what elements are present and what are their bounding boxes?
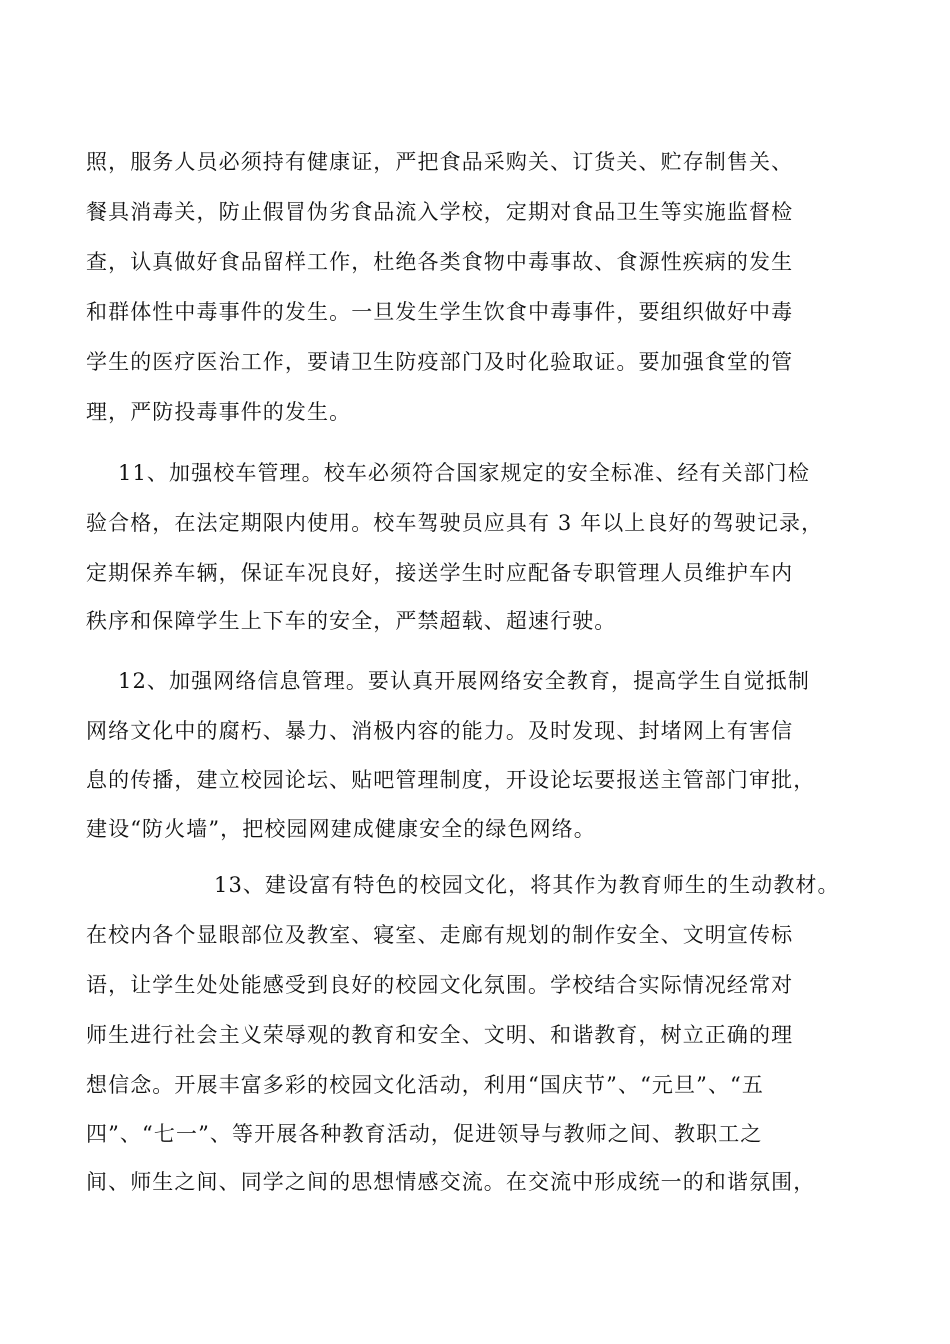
paragraph-continuation-line-6: 理，严防投毒事件的发生。 [86, 400, 352, 424]
paragraph-continuation-line-5: 学生的医疗医治工作，要请卫生防疫部门及时化验取证。要加强食堂的管 [86, 350, 794, 374]
paragraph-continuation-line-3: 查，认真做好食品留样工作，杜绝各类食物中毒事故、食源性疾病的发生 [86, 250, 794, 274]
paragraph-13-line-1: 13、建设富有特色的校园文化，将其作为教育师生的生动教材。 [214, 873, 840, 897]
paragraph-13-line-7: 间、师生之间、同学之间的思想情感交流。在交流中形成统一的和谐氛围， [86, 1170, 816, 1194]
paragraph-12-line-2: 网络文化中的腐朽、暴力、消极内容的能力。及时发现、封堵网上有害信 [86, 719, 794, 743]
paragraph-13-line-5: 想信念。开展丰富多彩的校园文化活动，利用“国庆节”、“元旦”、“五 [86, 1073, 764, 1097]
paragraph-continuation-line-2: 餐具消毒关，防止假冒伪劣食品流入学校，定期对食品卫生等实施监督检 [86, 200, 794, 224]
paragraph-11-line-3: 定期保养车辆，保证车况良好，接送学生时应配备专职管理人员维护车内 [86, 561, 794, 585]
paragraph-11-line-1: 11、加强校车管理。校车必须符合国家规定的安全标准、经有关部门检 [118, 461, 810, 485]
paragraph-12-line-4: 建设“防火墙”，把校园网建成健康安全的绿色网络。 [86, 817, 596, 841]
paragraph-13-line-3: 语，让学生处处能感受到良好的校园文化氛围。学校结合实际情况经常对 [86, 973, 794, 997]
paragraph-13-line-2: 在校内各个显眼部位及教室、寝室、走廊有规划的制作安全、文明宣传标 [86, 923, 794, 947]
paragraph-12-line-1: 12、加强网络信息管理。要认真开展网络安全教育，提高学生自觉抵制 [118, 669, 810, 693]
paragraph-11-line-2: 验合格，在法定期限内使用。校车驾驶员应具有 3 年以上良好的驾驶记录， [86, 511, 824, 535]
paragraph-13-line-4: 师生进行社会主义荣辱观的教育和安全、文明、和谐教育，树立正确的理 [86, 1023, 794, 1047]
paragraph-continuation-line-1: 照，服务人员必须持有健康证，严把食品采购关、订货关、贮存制售关、 [86, 150, 794, 174]
paragraph-11-line-4: 秩序和保障学生上下车的安全，严禁超载、超速行驶。 [86, 609, 617, 633]
paragraph-continuation-line-4: 和群体性中毒事件的发生。一旦发生学生饮食中毒事件，要组织做好中毒 [86, 300, 794, 324]
paragraph-12-line-3: 息的传播，建立校园论坛、贴吧管理制度，开设论坛要报送主管部门审批， [86, 768, 816, 792]
paragraph-13-line-6: 四”、“七一”、等开展各种教育活动，促进领导与教师之间、教职工之 [86, 1122, 763, 1146]
